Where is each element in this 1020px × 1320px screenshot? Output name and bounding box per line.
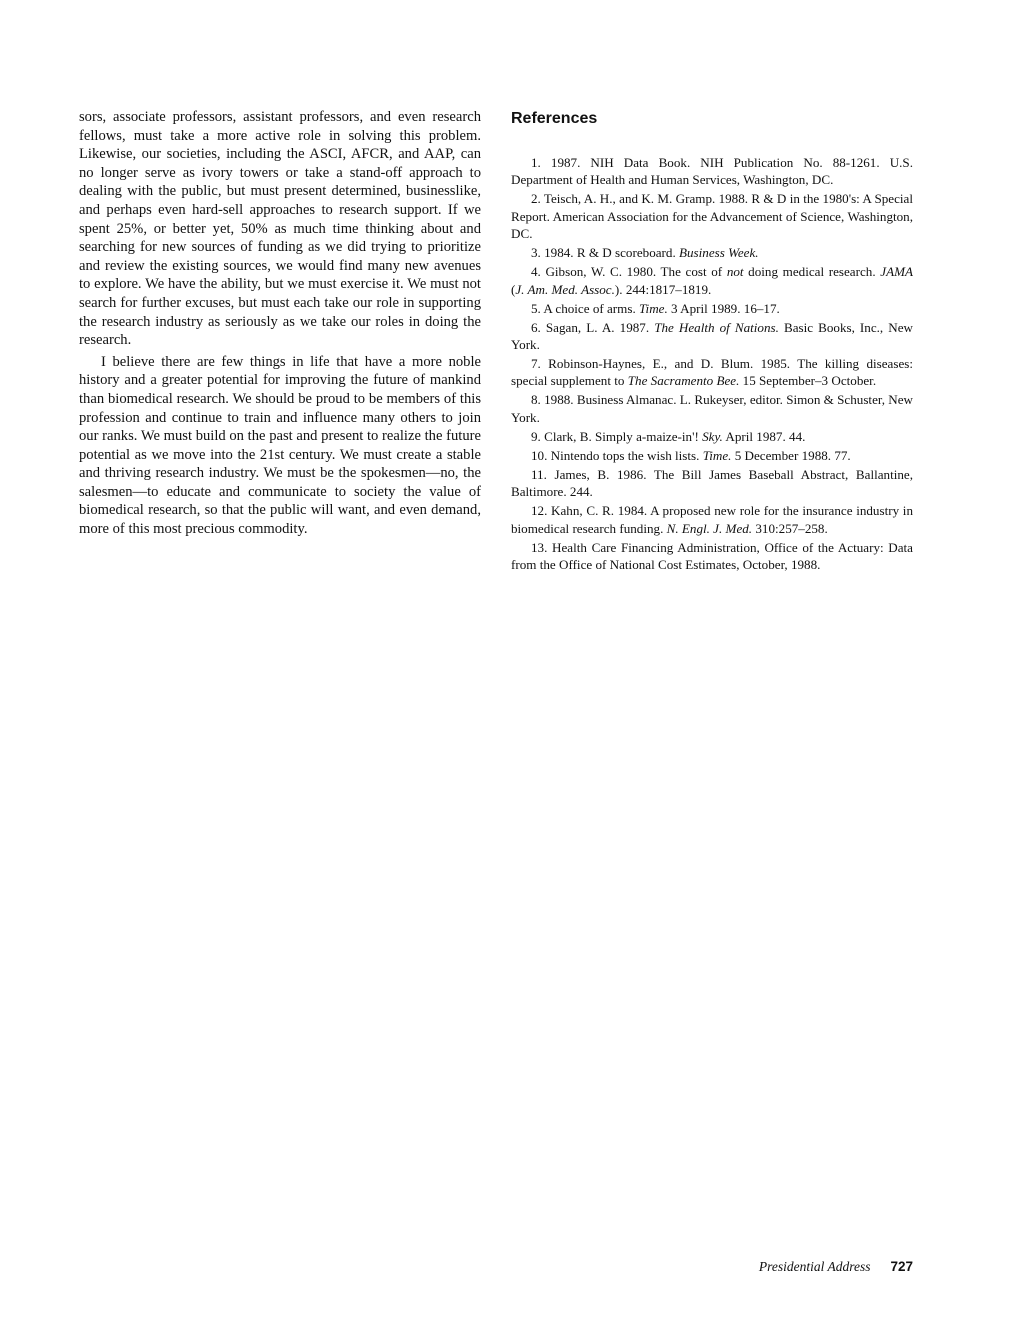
reference-item: 11. James, B. 1986. The Bill James Baseball Abstract, Ballantine, Baltimore. 244.	[511, 466, 913, 500]
reference-item: 6. Sagan, L. A. 1987. The Health of Nations. Basic Books, Inc., New York.	[511, 319, 913, 353]
reference-item: 8. 1988. Business Almanac. L. Rukeyser, editor. Simon & Schuster, New York.	[511, 392, 913, 425]
reference-item: 3. 1984. R & D scoreboard. Business Week.	[531, 245, 759, 261]
reference-item: 12. Kahn, C. R. 1984. A proposed new role for the insurance industry in biomedical research funding. N. Engl. J. Med. 310:257–258.	[511, 503, 913, 536]
references-heading: References	[511, 110, 598, 127]
references-column	[511, 108, 913, 575]
reference-item: 13. Health Care Financing Administration, Office of the Actuary: Data from the Office of National Cost Estimates, October, 1988.	[511, 539, 913, 573]
reference-item: 10. Nintendo tops the wish lists. Time. 5 December 1988. 77.	[531, 447, 851, 463]
running-title: Presidential Address	[758, 1259, 871, 1274]
reference-item: 9. Clark, B. Simply a-maize-in'! Sky. April 1987. 44.	[531, 428, 806, 444]
reference-item: 5. A choice of arms. Time. 3 April 1989. 16–17.	[531, 300, 780, 316]
page-number: 727	[890, 1259, 913, 1274]
reference-item: 2. Teisch, A. H., and K. M. Gramp. 1988. R & D in the 1980's: A Special Report. American Association for the Advancement of Science, Washington, DC.	[511, 191, 913, 242]
body-paragraph: sors, associate professors, assistant professors, and even research fellows, must take a more active role in solving this problem. Likewise, our societies, including the ASCI, AFCR, and AAP, can no longer serve as ivory towers or take a stand-off approach to dealing with the public, but must present determined, businesslike, and perhaps even hard-sell approaches to research support. If we spent 25%, or better yet, 50% as much time thinking about and searching for new sources of funding as we did trying to prioritize and review the existing sources, we would find many new avenues to explore. We have the ability, but we must exercise it. We must not search for further excuses, but must each take our role in supporting the research industry as seriously as we take our roles in doing the research.	[79, 109, 481, 349]
body-text-column	[79, 108, 481, 539]
reference-item: 1. 1987. NIH Data Book. NIH Publication No. 88-1261. U.S. Department of Health and Human Services, Washington, DC.	[511, 155, 913, 188]
reference-item: 7. Robinson-Haynes, E., and D. Blum. 1985. The killing diseases: special supplement to The Sacramento Bee. 15 September–3 October.	[511, 356, 913, 389]
reference-item: 4. Gibson, W. C. 1980. The cost of not doing medical research. JAMA (J. Am. Med. Assoc.). 244:1817–1819.	[511, 264, 913, 297]
page-footer	[759, 1259, 913, 1275]
body-paragraph: I believe there are few things in life that have a more noble history and a greater potential for improving the future of mankind than biomedical research. We should be proud to be members of this profession and continue to train and influence many others to join our ranks. We must build on the past and present to realize the future potential as we move into the 21st century. We must create a stable and thriving research industry. We must be the spokesmen—no, the salesmen—to educate and communicate to society the value of biomedical research, so that the public will want, and even demand, more of this most precious commodity.	[79, 353, 481, 538]
